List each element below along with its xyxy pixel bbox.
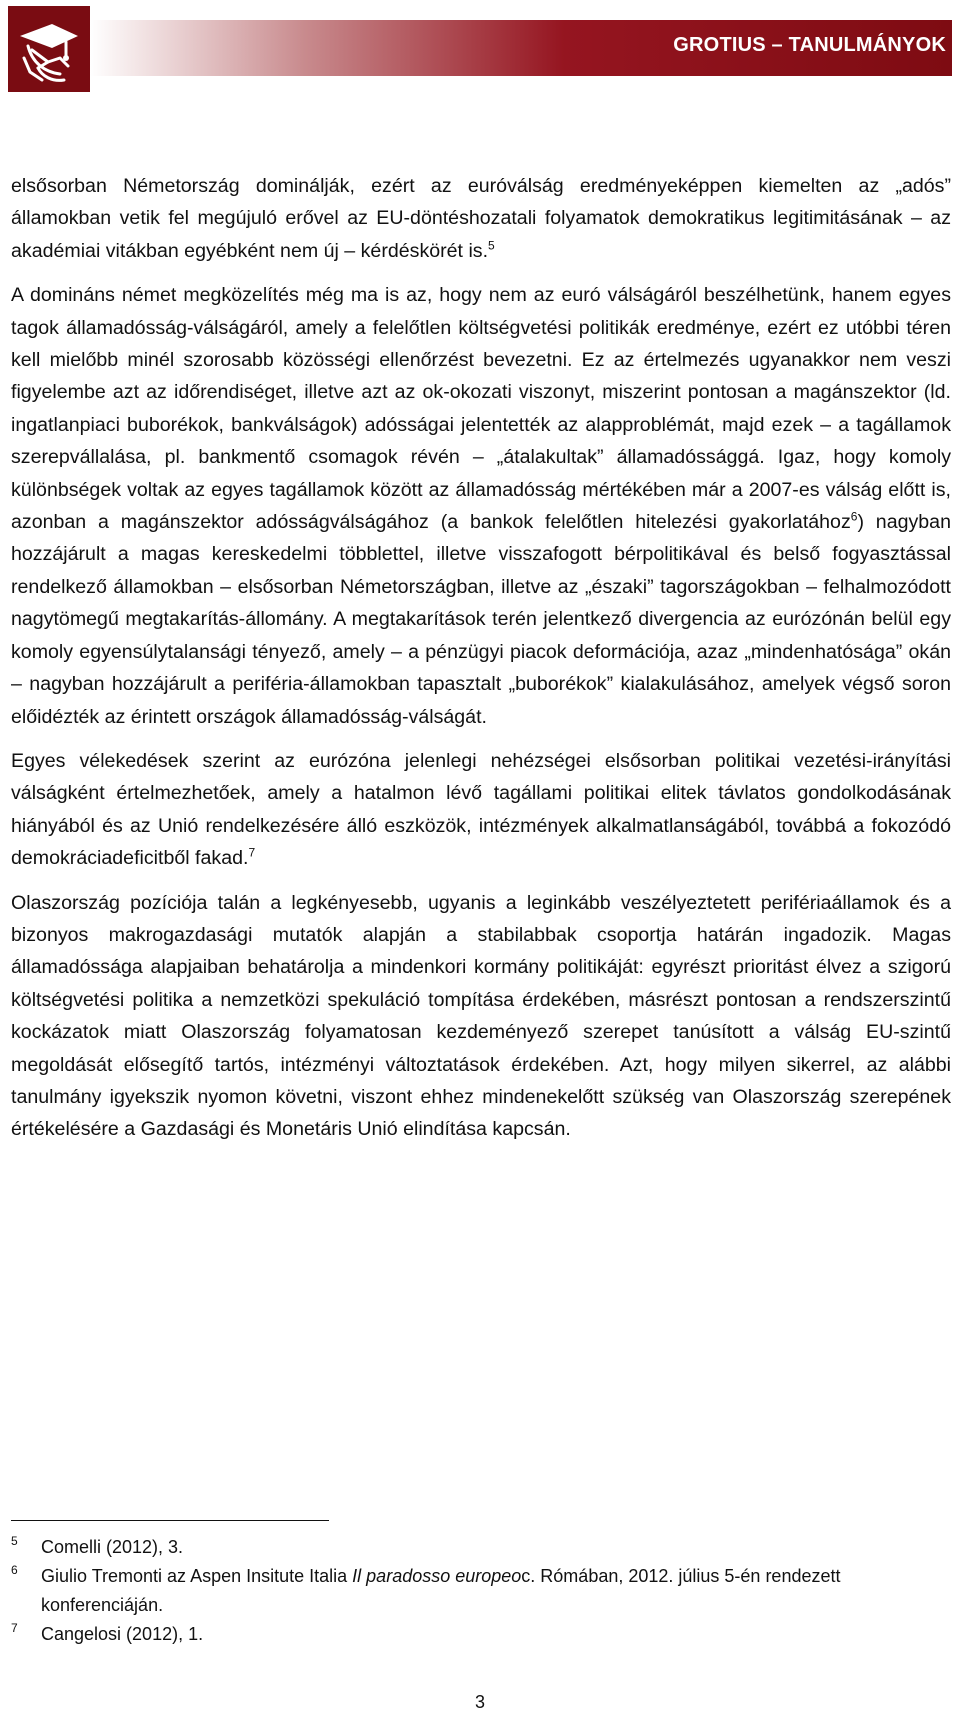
footnotes xyxy=(11,1520,951,1649)
header-title: GROTIUS – TANULMÁNYOK xyxy=(673,34,946,56)
footnote-ref-5[interactable]: 5 xyxy=(488,238,495,253)
page-number: 3 xyxy=(474,1692,485,1712)
work-title: Il paradosso europeo xyxy=(352,1566,522,1586)
graduation-cap-bird-icon xyxy=(8,6,90,92)
footnote-text: Comelli (2012), 3. xyxy=(41,1537,184,1557)
page-header xyxy=(8,6,952,92)
paragraph-2: A domináns német megközelítés még ma is az, hogy nem az euró válságáról beszélhetünk, hanem egyes tagok államadósság-válságáról, amely a felelőtlen költségvetési politikák eredménye, ezért ez utóbbi téren kell mielőbb minél szorosabb közösségi ellenőrzést bevezetni. Ez az értelmezés ugyanakkor nem veszi figyelembe azt az időrendiséget, illetve azt az ok-okozati viszonyt, miszerint pontosan a magánszektor (ld. ingatlanpiaci buborékok, bankválságok) adósságai jelentették az alapproblémát, majd ezek – a tagállamok szerepvállalása, pl. bankmentő csomagok révén – „átalakultak” államadóssággá. Igaz, hogy komoly különbségek voltak az egyes tagállamok között az államadósság mértékében már a 2007-es válság előtt is, azonban a magánszektor adósságválságához (a bankok felelőtlen hitelezési gyakorlatához$^6$) nagyban hozzájárult a magas kereskedelmi többlettel, illetve visszafogott bérpolitikával és belső fogyasztással rendelkező államokban – elsősorban Németországban, illetve az „északi” tagországokban – felhalmozódott nagytömegű megtakarítás-állomány. A megtakarítások terén jelentkező divergencia az eurózónán belül egy komoly egyensúlytalansági tényező, amely – a pénzügyi piacok deformációja, azaz „mindenhatósága” okán – nagyban hozzájárult a periféria-államokban tapasztalt „buborékok” kialakulásához, amelyek végső soron előidézték az érintett országok államadósság-válságát. xyxy=(11,284,951,728)
footnote-ref-7[interactable]: 7 xyxy=(248,845,256,860)
footnote-text: Cangelosi (2012), 1. xyxy=(41,1624,204,1644)
footnote-separator xyxy=(11,1520,329,1521)
logo xyxy=(8,6,90,92)
header-bar xyxy=(90,20,952,76)
paragraph-3: Egyes vélekedések szerint az eurózóna jelenlegi nehézségei elsősorban politikai vezetési-irányítási válságként értelmezhetőek, amely a hatalmon lévő tagállami politikai elitek távlatos gondolkodásának hiányából és az Unió rendelkezésére álló eszközök, intézmények alkalmatlanságából, továbbá a fokozódó demokráciadeficitből fakad.$^7$ xyxy=(11,749,951,870)
footnote-5 xyxy=(11,1533,951,1562)
footnote-6 xyxy=(11,1562,951,1620)
paragraph-1: elsősorban Németország dominálják, ezért az euróválság eredményeképpen kiemelten az „adós” államokban vetik fel megújuló erővel az EU-döntéshozatali folyamatok demokratikus legitimitásának – az akadémiai vitákban egyébként nem új – kérdéskörét is.$^5$ xyxy=(11,175,951,262)
main-text xyxy=(11,170,951,1158)
footnote-7 xyxy=(11,1620,951,1649)
footnote-number: 7 xyxy=(11,1621,18,1635)
footnote-number: 6 xyxy=(11,1563,18,1577)
footnote-ref-6[interactable]: 6 xyxy=(850,509,858,524)
footnote-number: 5 xyxy=(11,1534,18,1548)
footnote-text: Giulio Tremonti az Aspen Insitute Italia Il paradosso europeoc. Rómában, 2012. július 5-én rendezett konferenciáján. xyxy=(41,1566,841,1615)
paragraph-4: Olaszország pozíciója talán a legkényesebb, ugyanis a leginkább veszélyeztetett perifériaállamok és a bizonyos makrogazdasági mutatók alapján a stabilabbak csoportja határán ingadozik. Magas államadóssága alapjaiban behatárolja a mindenkori kormány politikáját: egyrészt prioritást élvez a szigorú költségvetési politika a nemzetközi spekuláció tompítása érdekében, másrészt pontosan a rendszerszintű kockázatok miatt Olaszország folyamatosan kezdeményező szerepet tanúsított a válság EU-szintű megoldását elősegítő tartós, intézményi változtatások érdekében. Azt, hogy milyen sikerrel, az alábbi tanulmány igyekszik nyomon követni, viszont ehhez mindenekelőtt szükség van Olaszország szerepének értékelésére a Gazdasági és Monetáris Unió elindítása kapcsán. xyxy=(11,891,951,1141)
